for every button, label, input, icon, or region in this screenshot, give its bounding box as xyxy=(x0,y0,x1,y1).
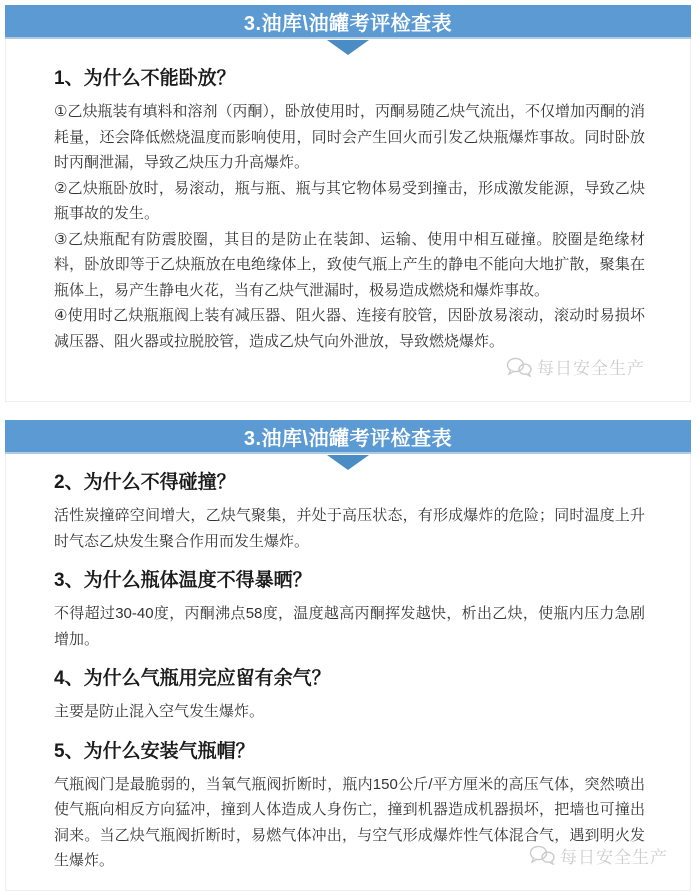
section-content xyxy=(5,454,691,891)
qa-item xyxy=(54,565,645,652)
checklist-section xyxy=(5,420,691,891)
qa-item xyxy=(54,663,645,725)
qa-item xyxy=(54,63,645,354)
qa-item xyxy=(54,467,645,554)
pointer-down-icon xyxy=(327,40,369,55)
checklist-section xyxy=(5,5,691,402)
question-heading: 3、为什么瓶体温度不得暴晒？ xyxy=(54,570,312,591)
wechat-bubbles-icon xyxy=(506,357,532,377)
answer-paragraph: 主要是防止混入空气发生爆炸。 xyxy=(54,703,265,720)
section-title: 3.油库\油罐考评检查表 xyxy=(243,12,453,35)
pointer-down-icon xyxy=(327,455,369,470)
answer-paragraph: 活性炭撞碎空间增大，乙炔气聚集，并处于高压状态，有形成爆炸的危险；同时温度上升时气态乙炔发生聚合作用而发生爆炸。 xyxy=(54,507,645,550)
section-content xyxy=(5,39,691,402)
article-page xyxy=(0,5,696,891)
qa-list xyxy=(54,467,645,874)
qa-list xyxy=(54,63,645,354)
answer-paragraph: ④使用时乙炔瓶瓶阀上装有减压器、阻火器、连接有胶管，因卧放易滚动，滚动时易损坏减压器、阻火器或拉脱胶管，造成乙炔气向外泄放，导致燃烧爆炸。 xyxy=(54,307,645,350)
answer-paragraph: 不得超过30-40度，丙酮沸点58度，温度越高丙酮挥发越快，析出乙炔，使瓶内压力急剧增加。 xyxy=(54,605,645,648)
section-header-bar xyxy=(5,5,691,39)
qa-item xyxy=(54,736,645,874)
watermark-label: 每日安全生产 xyxy=(537,359,645,378)
section-header-bar xyxy=(5,420,691,454)
answer-paragraph: ②乙炔瓶卧放时，易滚动，瓶与瓶、瓶与其它物体易受到撞击，形成激发能源，导致乙炔瓶事故的发生。 xyxy=(54,179,645,222)
question-heading: 4、为什么气瓶用完应留有余气？ xyxy=(54,668,331,689)
question-heading: 5、为什么安装气瓶帽？ xyxy=(54,740,255,762)
section-title: 3.油库\油罐考评检查表 xyxy=(243,427,453,450)
answer-paragraph: ①乙炔瓶装有填料和溶剂（丙酮），卧放使用时，丙酮易随乙炔气流出，不仅增加丙酮的消耗量，还会降低燃烧温度而影响使用，同时会产生回火而引发乙炔瓶爆炸事故。同时卧放时丙酮泄漏，导致乙炔压力升高爆炸。 xyxy=(54,103,645,171)
question-heading: 1、为什么不能卧放？ xyxy=(54,68,236,89)
question-heading: 2、为什么不得碰撞？ xyxy=(54,472,236,493)
answer-paragraph: 气瓶阀门是最脆弱的，当氧气瓶阀折断时，瓶内150公斤/平方厘米的高压气体，突然喷出使气瓶向相反方向猛冲，撞到人体造成人身伤亡，撞到机器造成机器损坏，把墙也可撞出洞来。当乙炔气瓶阀折断时，易燃气体冲出，与空气形成爆炸性气体混合气，遇到明火发生爆炸。 xyxy=(54,775,645,869)
watermark xyxy=(54,354,645,379)
answer-paragraph: ③乙炔瓶配有防震胶圈，其目的是防止在装卸、运输、使用中相互碰撞。胶圈是绝缘材料，卧放即等于乙炔瓶放在电绝缘体上，致使气瓶上产生的静电不能向大地扩散，聚集在瓶体上，易产生静电火花，当有乙炔气泄漏时，极易造成燃烧和爆炸事故。 xyxy=(54,230,645,299)
watermark-label: 每日安全生产 xyxy=(560,847,668,867)
